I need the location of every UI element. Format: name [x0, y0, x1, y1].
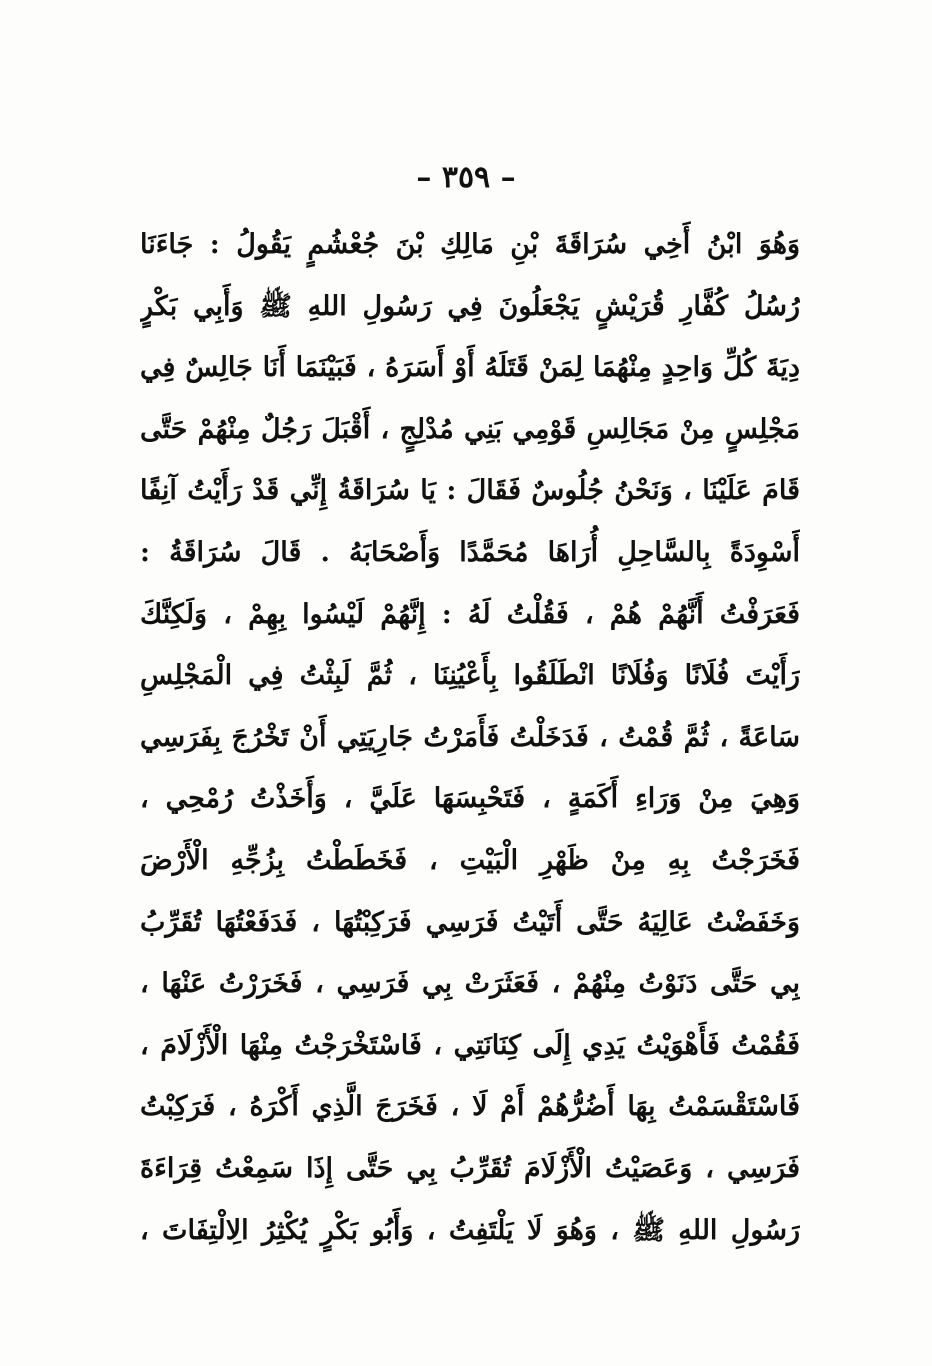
- text-line: فَعَرَفْتُ أَنَّهُمْ هُمْ ، فَقُلْتُ لَهُ : إِنَّهُمْ لَيْسُوا بِهِمْ ، وَلَكِنَّكَ: [140, 598, 800, 630]
- text-line: وَهِيَ مِنْ وَرَاءِ أَكَمَةٍ ، فَتَحْبِسَهَا عَلَيَّ ، وَأَخَذْتُ رُمْحِي ،: [140, 783, 800, 815]
- text-line: فَقُمْتُ فَأَهْوَيْتُ يَدِي إِلَى كِنَانَتِي ، فَاسْتَخْرَجْتُ مِنْهَا الْأَزْلَامَ ،: [140, 1029, 800, 1061]
- text-line: سَاعَةً ، ثُمَّ قُمْتُ ، فَدَخَلْتُ فَأَمَرْتُ جَارِيَتِي أَنْ تَخْرُجَ بِفَرَسِي: [140, 721, 800, 753]
- text-line: فَاسْتَقْسَمْتُ بِهَا أَضُرُّهُمْ أَمْ لَا ، فَخَرَجَ الَّذِي أَكْرَهُ ، فَرَكِبْتُ: [140, 1091, 800, 1123]
- text-line: فَرَسِي ، وَعَصَيْتُ الْأَزْلَامَ تُقَرِّبُ بِي حَتَّى إِذَا سَمِعْتُ قِرَاءَةَ: [140, 1152, 800, 1184]
- text-line: فَخَرَجْتُ بِهِ مِنْ ظَهْرِ الْبَيْتِ ، فَخَطَطْتُ بِزُجِّهِ الْأَرْضَ: [140, 844, 800, 876]
- text-line: دِيَةَ كُلِّ وَاحِدٍ مِنْهُمَا لِمَنْ قَتَلَهُ أَوْ أَسَرَهُ ، فَبَيْنَمَا أَنَا جَالِسٌ فِي: [140, 352, 800, 384]
- body-text: [140, 214, 800, 1261]
- text-line: رَسُولِ اللهِ ﷺ ، وَهُوَ لَا يَلْتَفِتُ ، وَأَبُو بَكْرٍ يُكْثِرُ الِالْتِفَاتَ ،: [140, 1214, 800, 1246]
- page-number: – ٣٥٩ –: [416, 160, 516, 195]
- text-line: وَخَفَضْتُ عَالِيَهُ حَتَّى أَتَيْتُ فَرَسِي فَرَكِبْتُهَا ، فَدَفَعْتُهَا تُقَرِّبُ: [140, 906, 800, 938]
- text-line: رَأَيْتَ فُلَانًا وَفُلَانًا انْطَلَقُوا بِأَعْيُنِنَا ، ثُمَّ لَبِثْتُ فِي الْمَجْلِسِ: [140, 660, 800, 692]
- text-line: مَجْلِسٍ مِنْ مَجَالِسِ قَوْمِي بَنِي مُدْلِجٍ ، أَقْبَلَ رَجُلٌ مِنْهُمْ حَتَّى: [140, 413, 800, 445]
- text-line: وَهُوَ ابْنُ أَخِي سُرَاقَةَ بْنِ مَالِكِ بْنَ جُعْشُمٍ يَقُولُ : جَاءَنَا: [140, 229, 800, 260]
- text-line: قَامَ عَلَيْنَا ، وَنَحْنُ جُلُوسٌ فَقَالَ : يَا سُرَاقَةُ إِنِّي قَدْ رَأَيْتُ آنِفًا: [140, 475, 800, 507]
- text-line: أَسْوِدَةً بِالسَّاحِلِ أُرَاهَا مُحَمَّدًا وَأَصْحَابَهُ . قَالَ سُرَاقَةُ :: [140, 536, 800, 568]
- text-line: بِي حَتَّى دَنَوْتُ مِنْهُمْ ، فَعَثَرَتْ بِي فَرَسِي ، فَخَرَرْتُ عَنْهَا ،: [140, 968, 800, 1000]
- text-line: رُسُلُ كُفَّارِ قُرَيْشٍ يَجْعَلُونَ فِي رَسُولِ اللهِ ﷺ وَأَبِي بَكْرٍ: [140, 290, 800, 322]
